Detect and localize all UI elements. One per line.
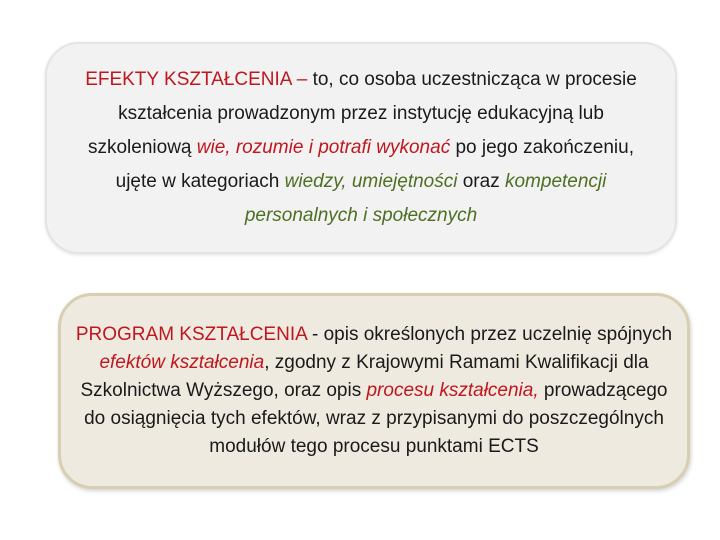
learning-outcomes-definition-box [45, 42, 677, 254]
highlight-learning-outcomes: efektów kształcenia [99, 352, 265, 373]
study-program-definition [71, 321, 677, 461]
definition-text-2: po jego zakończeniu, ujęte w kategoriach [115, 137, 634, 192]
definition-text-1: to, co osoba uczestnicząca w procesie kształcenia prowadzonym przez instytucję edukacyjną lub szkoleniową [87, 69, 637, 158]
learning-outcomes-term: EFEKTY KSZTAŁCENIA [85, 69, 292, 90]
highlight-knowledge-skills: wiedzy, umiejętności [284, 171, 458, 192]
definition-dash: – [291, 69, 313, 90]
highlight-education-process: procesu kształcenia, [366, 380, 539, 401]
study-program-definition-box [58, 293, 690, 489]
highlight-competences: kompetencji personalnych i społecznych [244, 171, 607, 226]
study-program-term: PROGRAM KSZTAŁCENIA [75, 324, 307, 345]
program-text-2: , zgodny z Krajowymi Ramami Kwalifikacji dla Szkolnictwa Wyższego, oraz opis [80, 352, 649, 401]
definition-text-3: oraz [457, 171, 505, 192]
program-text-1: - opis określonych przez uczelnię spójnych [306, 324, 673, 345]
learning-outcomes-definition [65, 63, 657, 233]
program-text-3: prowadzącego do osiągnięcia tych efektów, wraz z przypisanymi do poszczególnych modułów tego procesu punktami ECTS [84, 380, 668, 457]
highlight-knows-understands: wie, rozumie i potrafi wykonać [196, 137, 451, 158]
